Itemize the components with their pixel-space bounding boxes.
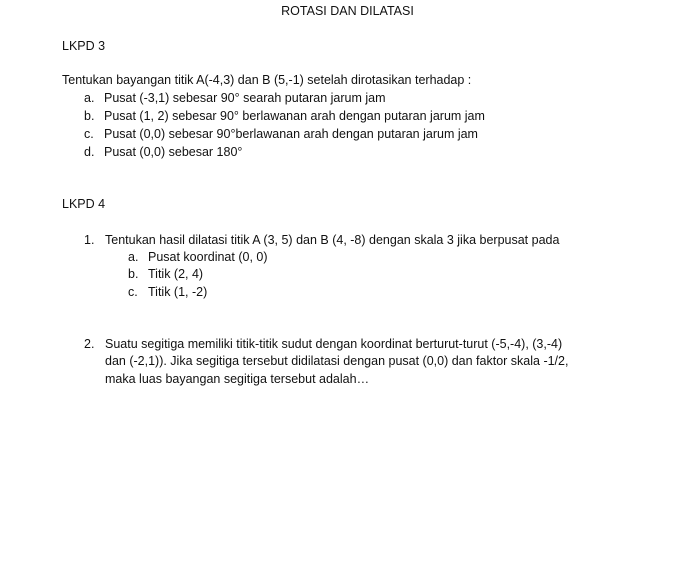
list-item-text: Pusat (-3,1) sebesar 90° searah putaran jarum jam bbox=[104, 91, 386, 105]
lkpd3-heading: LKPD 3 bbox=[62, 39, 106, 53]
list-marker: a. bbox=[128, 250, 139, 264]
document-title: ROTASI DAN DILATASI bbox=[281, 4, 414, 18]
list-item-text: Titik (1, -2) bbox=[148, 285, 208, 299]
list-marker: b. bbox=[84, 109, 95, 123]
question-text: Tentukan hasil dilatasi titik A (3, 5) dan B (4, -8) dengan skala 3 jika berpusat pada bbox=[105, 233, 560, 247]
question-text-line: dan (-2,1)). Jika segitiga tersebut didilatasi dengan pusat (0,0) dan faktor skala -1/2, bbox=[105, 354, 569, 368]
list-item-text: Titik (2, 4) bbox=[148, 267, 204, 281]
lkpd3-intro: Tentukan bayangan titik A(-4,3) dan B (5,-1) setelah dirotasikan terhadap : bbox=[62, 73, 472, 87]
question-number: 2. bbox=[84, 337, 95, 351]
question-number: 1. bbox=[84, 233, 95, 247]
list-marker: d. bbox=[84, 145, 95, 159]
list-item-text: Pusat (0,0) sebesar 180° bbox=[104, 145, 243, 159]
list-marker: c. bbox=[84, 127, 94, 141]
list-marker: a. bbox=[84, 91, 95, 105]
question-text-line: Suatu segitiga memiliki titik-titik sudut dengan koordinat berturut-turut (-5,-4), (3,-4) bbox=[105, 337, 563, 351]
list-item-text: Pusat koordinat (0, 0) bbox=[148, 250, 268, 264]
list-item-text: Pusat (1, 2) sebesar 90° berlawanan arah dengan putaran jarum jam bbox=[104, 109, 485, 123]
list-marker: c. bbox=[128, 285, 138, 299]
lkpd4-heading: LKPD 4 bbox=[62, 197, 106, 211]
list-item-text: Pusat (0,0) sebesar 90°berlawanan arah dengan putaran jarum jam bbox=[104, 127, 478, 141]
list-marker: b. bbox=[128, 267, 139, 281]
question-text-line: maka luas bayangan segitiga tersebut adalah… bbox=[105, 372, 370, 386]
